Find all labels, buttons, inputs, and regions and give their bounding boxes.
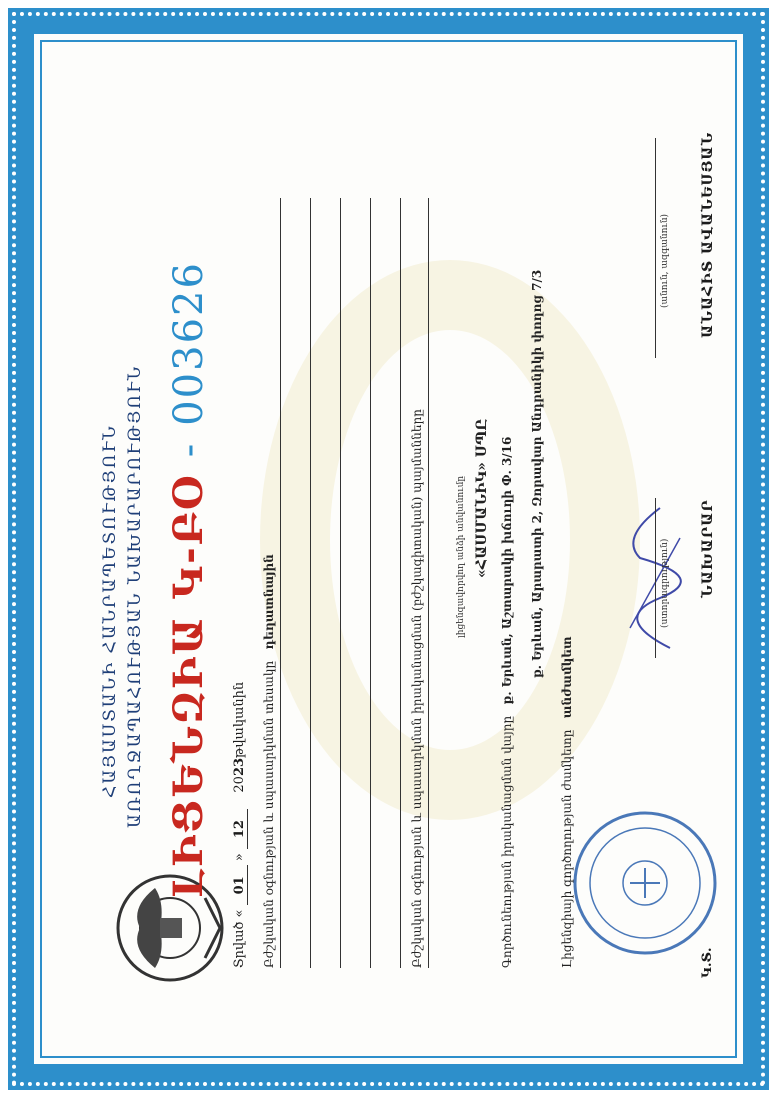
header-republic: ՀԱՅԱՍՏԱՆԻ ՀԱՆՐԱՊԵՏՈՒԹՅՈՒՆ [100,424,120,798]
license-word: ԼԻՑԵՆԶԻԱ [165,615,212,898]
blank-line [428,198,429,968]
date-month: 12 [232,809,248,849]
name-caption: (անուն, ազգանուն) [660,213,670,308]
license-number: 003626 [166,261,212,426]
signature-caption: (ստորագրություն) [660,538,670,628]
license-title [165,261,212,898]
header-ministry: ԱՌՈՂՋԱՊԱՀՈՒԹՅԱՆ ՆԱԽԱՐԱՐՈՒԹՅՈՒՆ [125,364,145,828]
date-year: 23 [232,757,247,777]
date-mid: » [232,853,247,862]
validity-label: Լիցենզիայի գործողության ժամկետը [560,729,574,968]
address-value-1: ք. Երևան, Աշտարակի խճուղի Փ. 3/16 [500,436,514,705]
activity-value: դեղատնային [262,554,276,650]
issue-date [232,682,248,968]
signer-name: ԱՆԱՀԻՏ ԱՎԱՆԵՍՅԱՆ [700,131,716,338]
date-prefix: Տրված « [232,909,247,968]
activity-label: Բժշկական օգնության և սպասարկման տեսակը [262,660,276,968]
signature-scribble [600,498,690,658]
licensee-label: լիցենզավորվող անձի անվանումը [456,475,466,638]
license-dash: - [166,441,212,458]
licensee-value: «ՀԱՍՄԱՆԻԿ» ՍՊԸ [474,418,490,578]
position: ՆԱԽԱՐԱՐ [700,499,716,598]
round-seal-stamp [570,808,720,958]
licensee-row [452,476,466,638]
date-suffix: թվականին [232,681,247,758]
seal-label: Կ.Տ. [700,947,715,978]
activity-row [262,554,276,968]
condition-row: Բժշկական օգնության և սպասարկման իրականացման (բժշկագիտական) պայմանները [410,409,424,968]
address-label: Գործունեության իրականացման վայրը [500,715,514,968]
blank-line [310,198,311,968]
blank-line [280,198,281,968]
signature-line [655,498,656,658]
address-value-2: ք. Երևան, Արարատի 2, Զորավար Անդրանիկի փողոց 7/3 [530,269,544,678]
date-year-prefix: 20 [232,776,247,793]
license-series: Կ-ԲՕ [165,473,212,600]
date-day: 01 [232,865,248,905]
address-row [500,437,514,968]
blank-line [400,198,401,968]
blank-line [370,198,371,968]
name-line [655,138,656,358]
blank-line [340,198,341,968]
validity-value: անժամկետ [560,636,574,719]
